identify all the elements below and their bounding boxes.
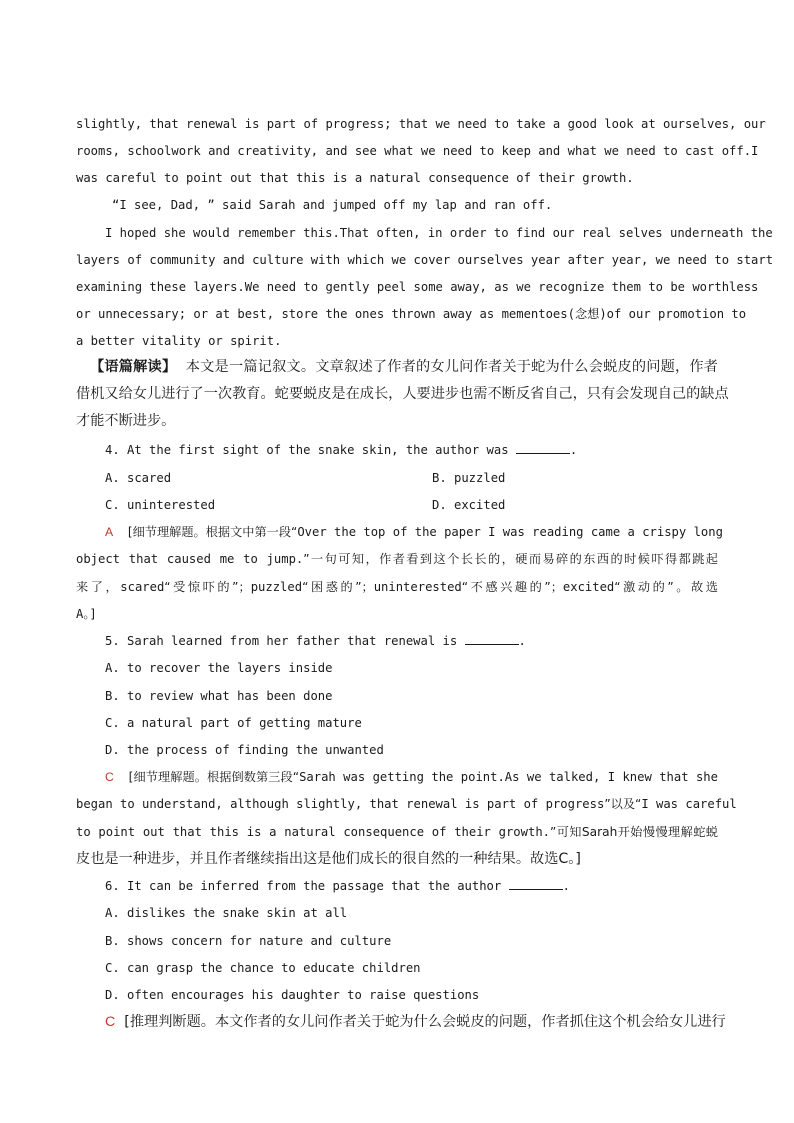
q6-blank xyxy=(509,878,563,890)
q5-exp-2a: began to understand, although slightly, that renewal is part of progress xyxy=(76,797,605,811)
q5-exp-1b: Sarah was getting the point.As we talked, I knew that she xyxy=(299,770,718,784)
q5-exp-3a: to point out that this is a natural consequence of their growth. xyxy=(76,825,550,839)
q5-explanation-line-4: 皮也是一种进步，并且作者继续指出这是他们成长的很自然的一种结果。故选C。] xyxy=(76,851,581,867)
q4-stem-text: 4. At the first sight of the snake skin, the author was xyxy=(105,443,516,457)
q5-option-a: A. to recover the layers inside xyxy=(105,661,333,675)
q5-stem-end: . xyxy=(518,634,526,648)
q4-exp-3e: “困惑的”； xyxy=(302,580,374,594)
passage-line-5: I hoped she would remember this.That often, in order to find our real selves underneath the xyxy=(105,226,773,240)
q4-exp-3g: “不感兴趣的”； xyxy=(461,580,563,594)
q6-explanation-line-1 xyxy=(105,1014,726,1030)
passage-line-4: “I see, Dad, ” said Sarah and jumped off my lap and ran off. xyxy=(112,198,553,212)
q4-explanation-line-4: A。] xyxy=(76,607,97,621)
q5-exp-3b: ”可知Sarah开始慢慢理解蛇蜕 xyxy=(550,825,718,839)
q6-option-c: C. can grasp the chance to educate children xyxy=(105,961,421,975)
q4-exp-3f: uninterested xyxy=(373,580,462,594)
q4-explanation-line-2 xyxy=(76,551,718,567)
q5-exp-2c: I was careful xyxy=(641,797,737,811)
q5-option-b: B. to review what has been done xyxy=(105,689,333,703)
analysis-line-1 xyxy=(90,359,718,375)
q4-stem-end: . xyxy=(569,443,578,457)
q5-explanation-line-3 xyxy=(76,824,718,840)
q4-stem xyxy=(105,442,718,458)
q4-blank xyxy=(516,442,570,454)
q6-stem xyxy=(105,878,718,894)
q5-explanation-line-2 xyxy=(76,796,737,812)
q5-exp-2b: ”以及“ xyxy=(604,797,642,811)
q5-answer: C xyxy=(105,770,114,784)
q4-option-b: B. puzzled xyxy=(432,471,506,485)
q4-exp-1b: Over the top of the paper I was reading came a crispy long xyxy=(297,525,723,539)
passage-line-9: a better vitality or spirit. xyxy=(76,334,282,348)
q4-exp-3h: excited xyxy=(562,580,615,594)
q5-option-d: D. the process of finding the unwanted xyxy=(105,743,384,757)
q4-exp-2b: ”一句可知，作者看到这个长长的，硬而易碎的东西的时候吓得都跳起 xyxy=(303,552,718,566)
q4-options-row-2 xyxy=(105,497,718,513)
q4-exp-3i: “激动的”。故选 xyxy=(614,580,718,594)
passage-line-2: rooms, schoolwork and creativity, and see what we need to keep and what we need to cast off.I xyxy=(76,144,759,158)
passage-line-3: was careful to point out that this is a natural consequence of their growth. xyxy=(76,171,634,185)
q6-stem-text: 6. It can be inferred from the passage that the author xyxy=(105,879,509,893)
analysis-line-3: 才能不断进步。 xyxy=(76,413,176,429)
q4-exp-3d: puzzled xyxy=(250,580,303,594)
q6-stem-end: . xyxy=(562,879,570,893)
analysis-text-1: 本文是一篇记叙文。文章叙述了作者的女儿问作者关于蛇为什么会蜕皮的问题，作者 xyxy=(185,359,718,375)
q6-option-a: A. dislikes the snake skin at all xyxy=(105,906,348,920)
q5-stem xyxy=(105,633,718,649)
q4-exp-2a: object that caused me to jump. xyxy=(76,552,304,566)
q4-exp-3a: 来了， xyxy=(76,580,121,594)
q4-exp-3b: scared xyxy=(120,580,165,594)
q4-options-row-1 xyxy=(105,470,718,486)
q4-explanation-line-3 xyxy=(76,579,718,595)
q4-exp-3c: “受惊吓的”； xyxy=(164,580,251,594)
q6-exp-1: [推理判断题。本文作者的女儿问作者关于蛇为什么会蜕皮的问题，作者抓住这个机会给女儿进行 xyxy=(124,1014,726,1030)
q4-answer: A xyxy=(105,525,114,539)
analysis-tag: 【语篇解读】 xyxy=(90,359,177,375)
q4-option-d: D. excited xyxy=(432,498,506,512)
q4-option-c: C. uninterested xyxy=(105,498,216,512)
q4-exp-1a: [细节理解题。根据文中第一段“ xyxy=(127,525,298,539)
q6-option-d: D. often encourages his daughter to raise questions xyxy=(105,988,480,1002)
passage-line-1: slightly, that renewal is part of progress; that we need to take a good look at ourselves, our xyxy=(76,117,766,131)
q4-option-a: A. scared xyxy=(105,471,172,485)
q4-explanation-line-1 xyxy=(105,524,723,540)
passage-line-6: layers of community and culture with which we cover ourselves year after year, we need to start xyxy=(76,253,774,267)
q5-exp-1a: [细节理解题。根据倒数第三段“ xyxy=(128,770,300,784)
q5-option-c: C. a natural part of getting mature xyxy=(105,716,362,730)
q5-blank xyxy=(465,633,519,645)
q5-stem-text: 5. Sarah learned from her father that renewal is xyxy=(105,634,465,648)
passage-line-8: or unnecessary; or at best, store the ones thrown away as mementoes(念想)of our promotion to xyxy=(76,307,747,321)
q5-explanation-line-1 xyxy=(105,769,718,785)
passage-line-7: examining these layers.We need to gently peel some away, as we recognize them to be worthless xyxy=(76,280,759,294)
q6-option-b: B. shows concern for nature and culture xyxy=(105,934,392,948)
analysis-line-2: 借机又给女儿进行了一次教育。蛇要蜕皮是在成长，人要进步也需不断反省自己，只有会发现自己的缺点 xyxy=(76,386,729,402)
q6-answer: C xyxy=(105,1014,116,1030)
